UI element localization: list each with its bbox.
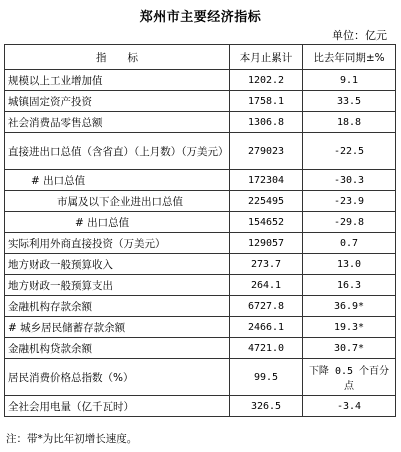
row-yoy: 9.1 xyxy=(303,70,396,91)
header-yoy: 比去年同期±% xyxy=(303,45,396,70)
table-row xyxy=(5,133,396,170)
row-yoy: -29.8 xyxy=(303,212,396,233)
table-row xyxy=(5,275,396,296)
table-row xyxy=(5,233,396,254)
row-yoy: 下降 0.5 个百分点 xyxy=(303,359,396,396)
table-row xyxy=(5,296,396,317)
row-cumulative: 326.5 xyxy=(230,396,303,417)
footnote: 注：带*为比年初增长速度。 xyxy=(6,433,138,445)
row-yoy: -30.3 xyxy=(303,170,396,191)
row-cumulative: 2466.1 xyxy=(230,317,303,338)
table-row xyxy=(5,396,396,417)
row-yoy: 30.7* xyxy=(303,338,396,359)
row-cumulative: 1758.1 xyxy=(230,91,303,112)
row-name: # 出口总值 xyxy=(5,212,230,233)
row-yoy: 13.0 xyxy=(303,254,396,275)
row-yoy: -23.9 xyxy=(303,191,396,212)
row-name: 直接进出口总值（含省直）（上月数）（万美元） xyxy=(5,133,230,170)
row-yoy: -22.5 xyxy=(303,133,396,170)
table-row xyxy=(5,359,396,396)
row-yoy: 18.8 xyxy=(303,112,396,133)
row-cumulative: 154652 xyxy=(230,212,303,233)
row-name: 市属及以下企业进出口总值 xyxy=(5,191,230,212)
row-cumulative: 1202.2 xyxy=(230,70,303,91)
row-name: 实际利用外商直接投资（万美元） xyxy=(5,233,230,254)
row-cumulative: 1306.8 xyxy=(230,112,303,133)
row-name: 规模以上工业增加值 xyxy=(5,70,230,91)
table-row xyxy=(5,212,396,233)
header-indicator: 指 标 xyxy=(5,45,230,70)
row-name: 金融机构存款余额 xyxy=(5,296,230,317)
table-row xyxy=(5,170,396,191)
row-name: 地方财政一般预算支出 xyxy=(5,275,230,296)
table-row xyxy=(5,112,396,133)
row-name: # 城乡居民储蓄存款余额 xyxy=(5,317,230,338)
row-name: 金融机构贷款余额 xyxy=(5,338,230,359)
unit-label: 单位：亿元 xyxy=(332,29,387,42)
row-yoy: 33.5 xyxy=(303,91,396,112)
indicators-table xyxy=(4,44,396,417)
row-yoy: 36.9* xyxy=(303,296,396,317)
header-cumulative: 本月止累计 xyxy=(230,45,303,70)
row-cumulative: 279023 xyxy=(230,133,303,170)
row-cumulative: 172304 xyxy=(230,170,303,191)
row-cumulative: 4721.0 xyxy=(230,338,303,359)
table-row xyxy=(5,191,396,212)
table-row xyxy=(5,317,396,338)
row-cumulative: 273.7 xyxy=(230,254,303,275)
row-yoy: -3.4 xyxy=(303,396,396,417)
row-cumulative: 129057 xyxy=(230,233,303,254)
table-row xyxy=(5,70,396,91)
row-yoy: 16.3 xyxy=(303,275,396,296)
row-name: 居民消费价格总指数（%） xyxy=(5,359,230,396)
row-cumulative: 264.1 xyxy=(230,275,303,296)
row-name: 全社会用电量（亿千瓦时） xyxy=(5,396,230,417)
row-name: # 出口总值 xyxy=(5,170,230,191)
row-yoy: 0.7 xyxy=(303,233,396,254)
table-title: 郑州市主要经济指标 xyxy=(139,10,262,25)
row-cumulative: 225495 xyxy=(230,191,303,212)
table-row xyxy=(5,91,396,112)
header-row xyxy=(5,45,396,70)
row-cumulative: 99.5 xyxy=(230,359,303,396)
row-name: 地方财政一般预算收入 xyxy=(5,254,230,275)
table-row xyxy=(5,254,396,275)
table-row xyxy=(5,338,396,359)
row-name: 社会消费品零售总额 xyxy=(5,112,230,133)
row-cumulative: 6727.8 xyxy=(230,296,303,317)
row-name: 城镇固定资产投资 xyxy=(5,91,230,112)
row-yoy: 19.3* xyxy=(303,317,396,338)
